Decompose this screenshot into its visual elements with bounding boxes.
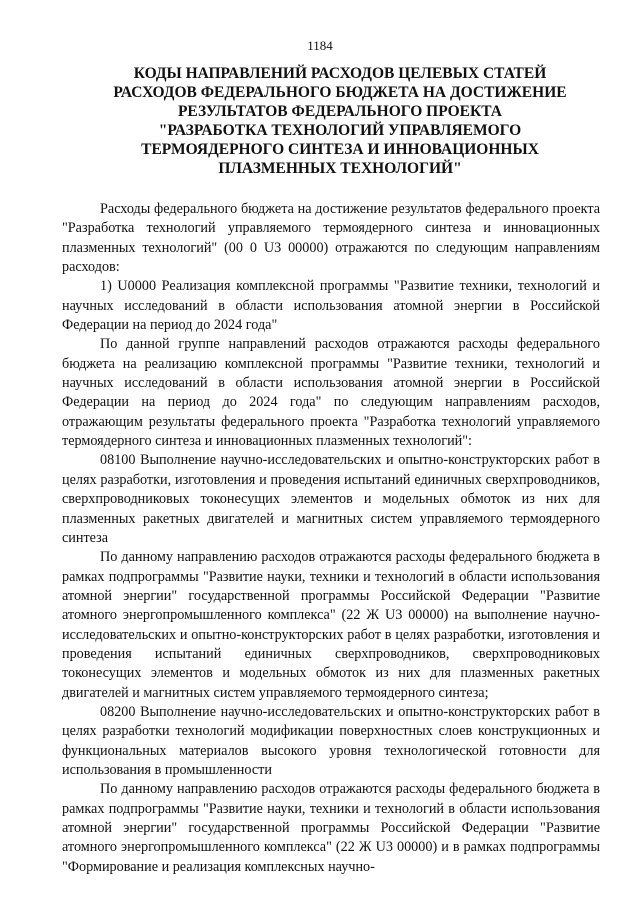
paragraph-intro: Расходы федерального бюджета на достижение результатов федерального проекта "Разработка технологий управляемого термоядерного синтеза и инновационных плазменных технологий" (00 0 U3 00000) отражаются по следующим направлениям расходов: [62,201,600,276]
title-line: ТЕРМОЯДЕРНОГО СИНТЕЗА И ИННОВАЦИОННЫХ [141,141,539,158]
title-line: РЕЗУЛЬТАТОВ ФЕДЕРАЛЬНОГО ПРОЕКТА [177,103,503,120]
title-line: ПЛАЗМЕННЫХ ТЕХНОЛОГИЙ" [218,160,462,177]
page-number: 1184 [307,38,333,53]
paragraph-code-08200: 08200 Выполнение научно-исследовательских и опытно-конструкторских работ в целях разработки технологий модификации поверхностных слоев конструкционных и функциональных материалов высокого уровня технологической готовности для использования в промышленности [62,703,600,778]
document-body [62,200,600,877]
title-line: "РАЗРАБОТКА ТЕХНОЛОГИЙ УПРАВЛЯЕМОГО [158,122,522,139]
document-title [110,64,570,178]
paragraph-group-description: По данной группе направлений расходов отражаются расходы федерального бюджета на реализацию комплексной программы "Развитие техники, технологий и научных исследований в области использования атомной энергии в Российской Федерации на период до 2024 года" по следующим направлениям расходов, отражающим результаты федерального проекта "Разработка технологий управляемого термоядерного синтеза и инновационных плазменных технологий": [62,336,600,450]
paragraph-code-08100-description: По данному направлению расходов отражаются расходы федерального бюджета в рамках подпрограммы "Развитие науки, техники и технологий в области использования атомной энергии" государственной программы Российской Федерации "Развитие атомного энергопромышленного комплекса" (22 Ж U3 00000) на выполнение научно-исследовательских и опытно-конструкторских работ в целях разработки, изготовления и проведения испытаний единичных сверхпроводников, сверхпроводниковых токонесущих элементов и модельных обмоток из них для плазменных ракетных двигателей и магнитных систем управляемого термоядерного синтеза; [62,549,600,701]
title-line: РАСХОДОВ ФЕДЕРАЛЬНОГО БЮДЖЕТА НА ДОСТИЖЕНИЕ [113,84,567,101]
paragraph-item-1: 1) U0000 Реализация комплексной программы "Развитие техники, технологий и научных исследований в области использования атомной энергии в Российской Федерации на период до 2024 года" [62,278,600,334]
paragraph-code-08200-description: По данному направлению расходов отражаются расходы федерального бюджета в рамках подпрограммы "Развитие науки, техники и технологий в области использования атомной энергии" государственной программы Российской Федерации "Развитие атомного энергопромышленного комплекса" (22 Ж U3 00000) и в рамках подпрограммы "Формирование и реализация комплексных научно- [62,781,600,875]
paragraph-code-08100: 08100 Выполнение научно-исследовательских и опытно-конструкторских работ в целях разработки, изготовления и проведения испытаний единичных сверхпроводников, сверхпроводниковых токонесущих элементов и модельных обмоток из них для плазменных ракетных двигателей и магнитных систем управляемого термоядерного синтеза [62,452,600,546]
title-line: КОДЫ НАПРАВЛЕНИЙ РАСХОДОВ ЦЕЛЕВЫХ СТАТЕЙ [133,65,547,82]
